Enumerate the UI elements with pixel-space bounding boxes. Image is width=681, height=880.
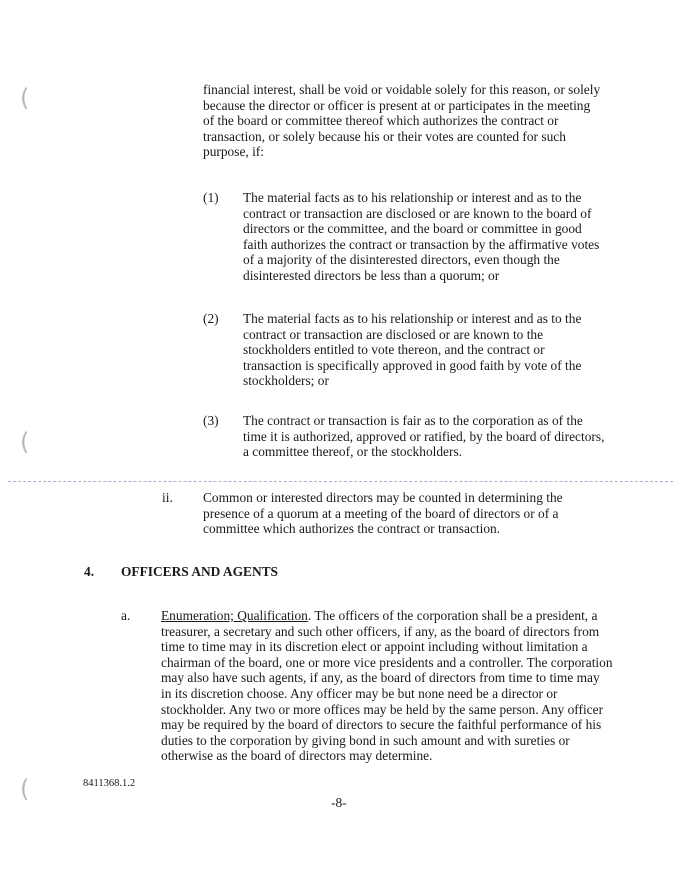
item-a-heading: Enumeration; Qualification [161, 608, 308, 623]
intro-paragraph: financial interest, shall be void or voidable solely for this reason, or solely because the director or officer is present at or participates in the meeting of the board or committee thereof which authorizes the contract or transaction, or solely because his or their votes are counted for such purpose, if: [203, 82, 601, 160]
condition-2-marker: (2) [203, 311, 219, 326]
condition-2-text: The material facts as to his relationship or interest and as to the contract or transaction are disclosed or are known to the stockholders entitled to vote thereon, and the contract or transaction is specifically approved in good faith by vote of the stockholders; or [243, 311, 582, 389]
condition-1-marker: (1) [203, 190, 219, 205]
scan-mark-top: ( [20, 84, 30, 112]
item-ii-text: Common or interested directors may be counted in determining the presence of a quorum at a meeting of the board of directors or of a committee which authorizes the contract or transaction. [203, 490, 563, 537]
item-a-marker: a. [121, 608, 131, 623]
item-a-text: . The officers of the corporation shall be a president, a treasurer, a secretary and such other officers, if any, as the board of directors from time to time may in its discretion elect or appoint including without limitation a chairman of the board, one or more vice presidents and a controller. The corporation may also have such agents, if any, as the board of directors from time to time may in its discretion choose. Any officer may be but none need be a director or stockholder. Any two or more offices may be held by the same person. Any officer may be required by the board of directors to secure the faithful performance of his duties to the corporation by giving bond in such amount and with sureties or otherwise as the board of directors may determine. [161, 608, 613, 764]
item-ii-marker: ii. [162, 490, 173, 505]
scan-divider-line [8, 481, 673, 482]
doc-id: 8411368.1.2 [83, 778, 136, 789]
condition-1-text: The material facts as to his relationship or interest and as to the contract or transaction are disclosed or are known to the board of directors or the committee, and the board or committee in good faith authorizes the contract or transaction by the affirmative votes of a majority of the disinterested directors, even though the disinterested directors be less than a quorum; or [243, 190, 600, 283]
page-number: -8- [331, 795, 347, 810]
scan-mark-bottom: ( [20, 775, 30, 803]
scan-mark-middle: ( [20, 428, 30, 456]
section-title: OFFICERS AND AGENTS [121, 564, 278, 579]
item-a-paragraph [161, 608, 613, 764]
section-number: 4. [84, 564, 95, 579]
condition-3-marker: (3) [203, 413, 219, 428]
condition-3-text: The contract or transaction is fair as to the corporation as of the time it is authorized, approved or ratified, by the board of directors, a committee thereof, or the stockholders. [243, 413, 605, 460]
